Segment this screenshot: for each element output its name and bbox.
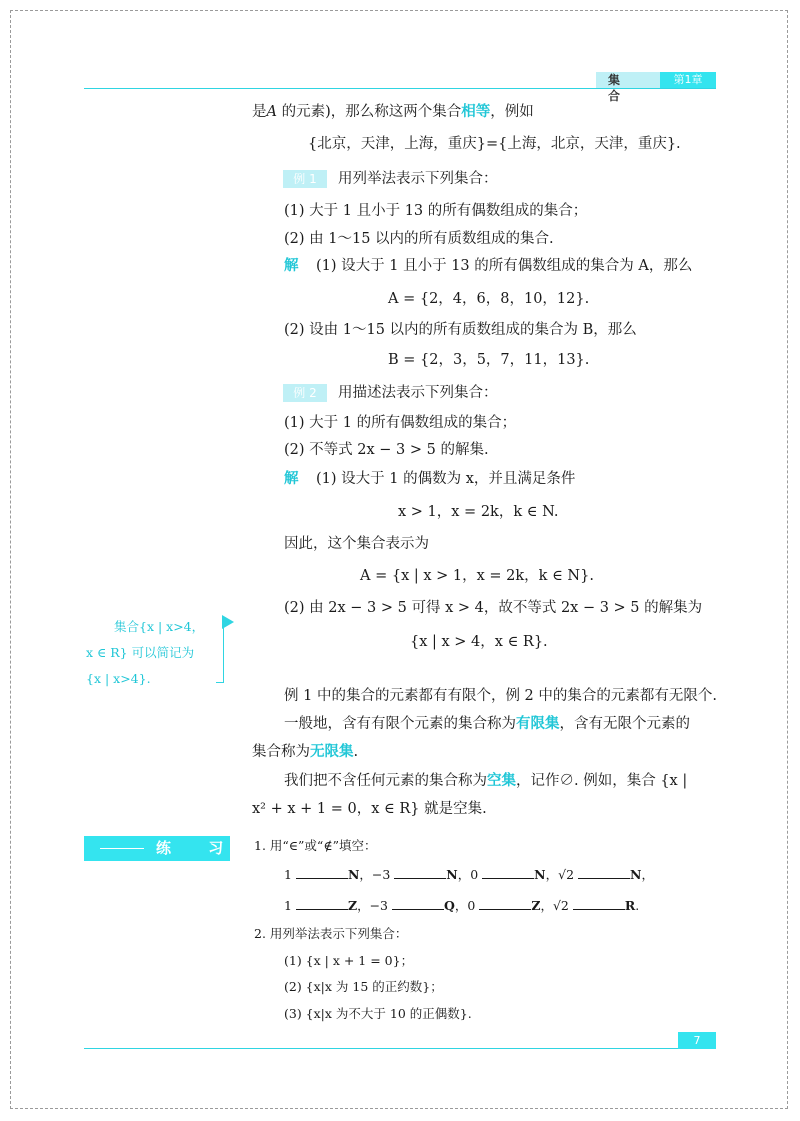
blank-field[interactable] <box>296 866 348 879</box>
solution-2-formula1: x > 1，x = 2k，k ∈ N. <box>398 504 559 520</box>
exercise-q2-3: (3) {x|x 为不大于 10 的正偶数}. <box>284 1006 472 1021</box>
solution-1-tag: 解 <box>284 258 299 274</box>
solution-2-formula2: A = {x | x > 1，x = 2k，k ∈ N}. <box>360 568 594 584</box>
blank-field[interactable] <box>479 897 531 910</box>
solution-1-formula1: A = {2，4，6，8，10，12}. <box>388 291 590 307</box>
exercise-q1-row1: 1 N，−3 N，0 N，√2 N， <box>284 867 654 882</box>
example-2-title: 用描述法表示下列集合： <box>338 385 498 401</box>
page-number: 7 <box>678 1032 716 1049</box>
exercise-q2-1: (1) {x | x + 1 = 0}； <box>284 953 414 968</box>
solution-1-formula2: B = {2，3，5，7，11，13}. <box>388 352 590 368</box>
blank-field[interactable] <box>578 866 630 879</box>
example-2-q1: (1) 大于 1 的所有偶数组成的集合； <box>284 415 517 431</box>
exercise-q1: 1. 用“∈”或“∉”填空： <box>254 838 377 853</box>
term-infinite-set: 无限集 <box>310 744 354 760</box>
blank-field[interactable] <box>482 866 534 879</box>
para-definition-line1: 一般地，含有有限个元素的集合称为有限集，含有无限个元素的 <box>284 716 690 732</box>
chapter-title: 集 合 <box>596 72 660 88</box>
term-equal: 相等 <box>461 104 491 120</box>
equal-example: {北京，天津，上海，重庆}={上海，北京，天津，重庆}. <box>308 136 681 152</box>
example-1-tag: 例 1 <box>283 170 327 188</box>
sidenote-line3: {x | x>4}. <box>86 671 151 686</box>
blank-field[interactable] <box>296 897 348 910</box>
sidenote-bracket <box>216 628 224 683</box>
footer-rule <box>84 1048 716 1049</box>
sidenote-line2: x ∈ R} 可以简记为 <box>86 645 195 660</box>
exercise-q1-row2: 1 Z，−3 Q，0 Z，√2 R. <box>284 898 640 913</box>
blank-field[interactable] <box>392 897 444 910</box>
exercise-label-rule <box>100 848 144 849</box>
para-empty-set-line1: 我们把不含任何元素的集合称为空集，记作∅. 例如，集合 {x | <box>284 773 688 789</box>
blank-field[interactable] <box>573 897 625 910</box>
example-1-q1: (1) 大于 1 且小于 13 的所有偶数组成的集合； <box>284 203 588 219</box>
exercise-q2-2: (2) {x|x 为 15 的正约数}； <box>284 979 443 994</box>
example-2-tag: 例 2 <box>283 384 327 402</box>
exercise-label: 练 习 <box>156 839 240 857</box>
solution-1-step2: (2) 设由 1～15 以内的所有质数组成的集合为 B，那么 <box>284 322 637 338</box>
para-finite-infinite: 例 1 中的集合的元素都有有限个，例 2 中的集合的元素都有无限个. <box>284 688 717 704</box>
exercise-q2: 2. 用列举法表示下列集合： <box>254 926 408 941</box>
solution-2-step2: (2) 由 2x − 3 > 5 可得 x > 4，故不等式 2x − 3 > 5 的解集为 <box>284 600 703 616</box>
sidenote-line1: 集合{x | x>4， <box>114 619 205 634</box>
chapter-number: 第1章 <box>660 72 716 88</box>
term-empty-set: 空集 <box>487 773 516 789</box>
term-finite-set: 有限集 <box>516 716 560 732</box>
solution-2-tag: 解 <box>284 471 299 487</box>
solution-2-step1b: 因此，这个集合表示为 <box>284 536 429 552</box>
example-2-q2: (2) 不等式 2x − 3 > 5 的解集. <box>284 442 489 458</box>
header-rule <box>84 88 716 89</box>
example-1-title: 用列举法表示下列集合： <box>338 171 498 187</box>
solution-2-formula3: {x | x > 4，x ∈ R}. <box>410 634 548 650</box>
blank-field[interactable] <box>394 866 446 879</box>
example-1-q2: (2) 由 1～15 以内的所有质数组成的集合. <box>284 231 554 247</box>
para-definition-line2: 集合称为无限集. <box>252 744 359 760</box>
para-line-equal-def: 是A 的元素)，那么称这两个集合相等，例如 <box>252 104 534 120</box>
sidenote-flag-icon <box>222 615 234 629</box>
solution-1-step1: (1) 设大于 1 且小于 13 的所有偶数组成的集合为 A，那么 <box>316 258 693 274</box>
para-empty-set-line2: x² + x + 1 = 0，x ∈ R} 就是空集. <box>252 801 487 817</box>
solution-2-step1: (1) 设大于 1 的偶数为 x，并且满足条件 <box>316 471 576 487</box>
